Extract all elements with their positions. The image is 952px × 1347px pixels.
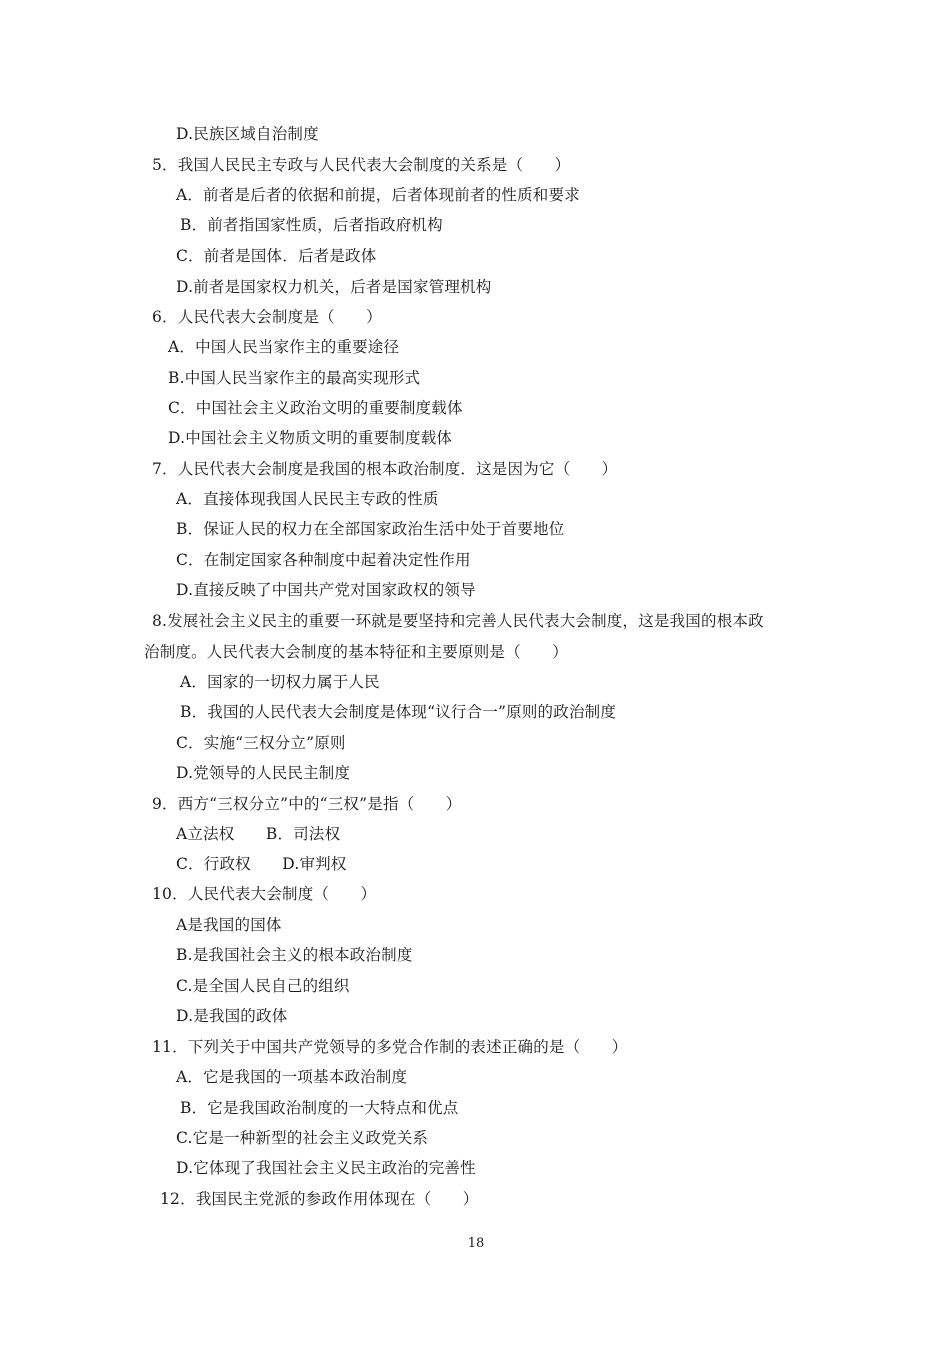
option-5-d: D.前者是国家权力机关，后者是国家管理机构 xyxy=(176,278,492,296)
option-9-ab: A立法权 B．司法权 xyxy=(176,825,341,843)
question-8-line-2: 治制度。人民代表大会制度的基本特征和主要原则是（ ） xyxy=(144,643,568,661)
option-5-a: A．前者是后者的依据和前提，后者体现前者的性质和要求 xyxy=(176,186,580,204)
option-10-b: B.是我国社会主义的根本政治制度 xyxy=(176,946,413,964)
question-11: 11．下列关于中国共产党领导的多党合作制的表述正确的是（ ） xyxy=(152,1038,628,1056)
option-7-b: B．保证人民的权力在全部国家政治生活中处于首要地位 xyxy=(176,520,565,538)
option-6-b: B.中国人民当家作主的最高实现形式 xyxy=(168,369,421,387)
option-11-b: B．它是我国政治制度的一大特点和优点 xyxy=(180,1099,459,1117)
page-number: 18 xyxy=(467,1236,485,1251)
question-12: 12．我国民主党派的参政作用体现在（ ） xyxy=(160,1190,479,1208)
option-10-a: A是我国的国体 xyxy=(176,916,282,934)
question-9: 9．西方“三权分立”中的“三权”是指（ ） xyxy=(152,795,462,813)
option-11-c: C.它是一种新型的社会主义政党关系 xyxy=(176,1129,429,1147)
option-5-b: B．前者指国家性质，后者指政府机构 xyxy=(180,216,443,234)
option-9-cd: C．行政权 D.审判权 xyxy=(176,855,347,873)
option-7-a: A．直接体现我国人民民主专政的性质 xyxy=(176,490,439,508)
option-4-d: D.民族区域自治制度 xyxy=(176,125,319,143)
option-7-c: C．在制定国家各种制度中起着决定性作用 xyxy=(176,551,471,569)
option-10-c: C.是全国人民自己的组织 xyxy=(176,977,350,995)
option-6-c: C．中国社会主义政治文明的重要制度载体 xyxy=(168,399,463,417)
option-8-b: B．我国的人民代表大会制度是体现“议行合一”原则的政治制度 xyxy=(180,703,617,721)
option-8-d: D.党领导的人民民主制度 xyxy=(176,764,351,782)
option-6-a: A．中国人民当家作主的重要途径 xyxy=(168,338,400,356)
option-8-c: C．实施“三权分立”原则 xyxy=(176,734,346,752)
question-6: 6．人民代表大会制度是（ ） xyxy=(152,308,382,326)
option-5-c: C．前者是国体．后者是政体 xyxy=(176,247,377,265)
question-5: 5．我国人民民主专政与人民代表大会制度的关系是（ ） xyxy=(152,156,571,174)
question-10: 10．人民代表大会制度（ ） xyxy=(152,885,377,903)
question-8-line-1: 8.发展社会主义民主的重要一环就是要坚持和完善人民代表大会制度，这是我国的根本政 xyxy=(152,612,764,630)
option-11-d: D.它体现了我国社会主义民主政治的完善性 xyxy=(176,1159,476,1177)
option-11-a: A．它是我国的一项基本政治制度 xyxy=(176,1068,408,1086)
question-7: 7．人民代表大会制度是我国的根本政治制度．这是因为它（ ） xyxy=(152,460,618,478)
option-6-d: D.中国社会主义物质文明的重要制度载体 xyxy=(168,429,453,447)
option-8-a: A．国家的一切权力属于人民 xyxy=(180,673,380,691)
option-7-d: D.直接反映了中国共产党对国家政权的领导 xyxy=(176,581,476,599)
option-10-d: D.是我国的政体 xyxy=(176,1007,288,1025)
